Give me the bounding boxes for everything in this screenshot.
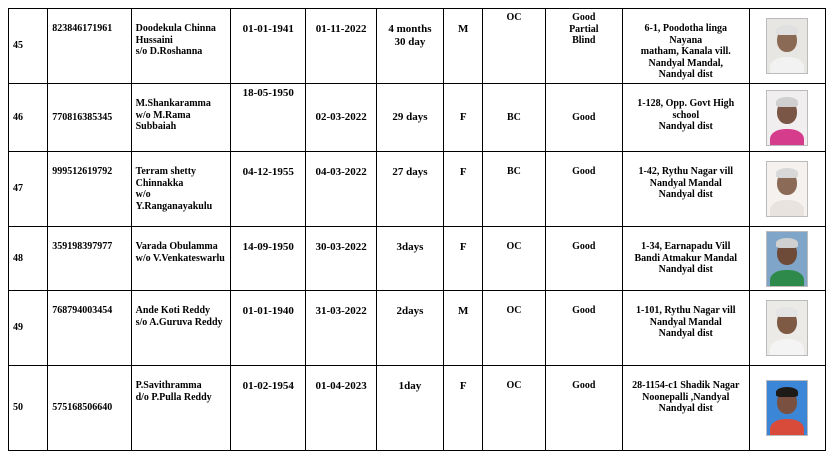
- address-cell: [622, 9, 749, 84]
- name-line: w/o V.Venkateswarlu: [135, 252, 225, 264]
- caste-line: OC: [506, 12, 522, 23]
- address-line: school: [672, 109, 700, 121]
- health-cell: [545, 291, 622, 366]
- caste-cell: [483, 227, 545, 291]
- address-line: 1-34, Earnapadu Vill: [641, 241, 731, 252]
- photo-cell: [749, 84, 825, 152]
- address-line: Nandyal Mandal: [649, 316, 722, 328]
- sno-cell: [9, 152, 48, 227]
- gender-line: F: [459, 241, 467, 253]
- dob-line: 14-09-1950: [242, 241, 294, 253]
- sno-line: 50: [13, 402, 23, 414]
- gender-line: M: [458, 305, 469, 317]
- name-cell: [131, 152, 230, 227]
- address-line: 6-1, Poodotha linga Nayana: [644, 23, 728, 46]
- aadhaar-line: 823846171961: [52, 23, 113, 34]
- address-line: 28-1154-c1 Shadik Nagar: [632, 380, 740, 391]
- date-line: 02-03-2022: [315, 111, 367, 124]
- address-cell: [622, 291, 749, 366]
- date-cell: [306, 291, 376, 366]
- duration-line: 2days: [396, 305, 424, 317]
- duration-cell: [376, 291, 443, 366]
- aadhaar-cell: [48, 227, 131, 291]
- caste-line: OC: [506, 380, 522, 391]
- name-line: Terram shetty: [135, 166, 197, 177]
- gender-line: F: [459, 380, 467, 392]
- duration-line: 29 days: [392, 111, 428, 124]
- dob-line: 01-01-1941: [242, 23, 294, 35]
- health-cell: [545, 152, 622, 227]
- date-cell: [306, 227, 376, 291]
- name-line: M.Shankaramma: [135, 98, 211, 109]
- gender-cell: [444, 84, 483, 152]
- aadhaar-line: 770816385345: [52, 111, 113, 123]
- gender-line: M: [458, 23, 469, 35]
- dob-cell: [231, 291, 306, 366]
- gender-line: F: [459, 111, 467, 124]
- address-line: Bandi Atmakur Mandal: [634, 252, 738, 264]
- address-line: 1-128, Opp. Govt High: [637, 98, 735, 109]
- name-line: s/o A.Guruva Reddy: [135, 316, 223, 328]
- caste-cell: [483, 84, 545, 152]
- gender-cell: [444, 366, 483, 451]
- sno-cell: [9, 84, 48, 152]
- name-line: w/o M.Rama: [135, 109, 191, 121]
- sno-line: 47: [13, 183, 23, 195]
- table-row: [9, 291, 826, 366]
- duration-line: 3days: [396, 241, 424, 253]
- table-row: [9, 9, 826, 84]
- name-line: w/o Y.Ranganayakulu: [135, 189, 213, 212]
- name-cell: [131, 9, 230, 84]
- sno-line: 48: [13, 252, 23, 264]
- health-line: Good: [572, 241, 596, 252]
- name-cell: [131, 227, 230, 291]
- health-line: Blind: [572, 35, 596, 46]
- name-line: Doodekula Chinna: [135, 23, 216, 34]
- elderly-man-photo: [766, 18, 808, 74]
- date-line: 31-03-2022: [315, 305, 367, 317]
- address-cell: [622, 227, 749, 291]
- name-line: d/o P.Pulla Reddy: [135, 391, 212, 403]
- caste-cell: [483, 152, 545, 227]
- dob-line: 01-01-1940: [242, 305, 294, 317]
- name-cell: [131, 84, 230, 152]
- health-line: Good: [572, 166, 596, 177]
- photo-cell: [749, 9, 825, 84]
- health-cell: [545, 366, 622, 451]
- photo-cell: [749, 227, 825, 291]
- address-cell: [622, 152, 749, 227]
- duration-cell: [376, 84, 443, 152]
- dob-line: 01-02-1954: [242, 380, 294, 392]
- address-line: Nandyal dist: [658, 189, 713, 200]
- gender-cell: [444, 227, 483, 291]
- sno-cell: [9, 9, 48, 84]
- address-line: Nandyal Mandal: [649, 177, 722, 189]
- aadhaar-cell: [48, 291, 131, 366]
- dob-line: 18-05-1950: [242, 87, 294, 99]
- address-cell: [622, 84, 749, 152]
- table-row: [9, 227, 826, 291]
- beneficiary-table: [8, 8, 826, 451]
- address-line: 1-42, Rythu Nagar vill: [638, 166, 733, 177]
- caste-cell: [483, 291, 545, 366]
- aadhaar-cell: [48, 152, 131, 227]
- dob-line: 04-12-1955: [242, 166, 294, 178]
- address-line: matham, Kanala vill.: [640, 46, 731, 57]
- health-cell: [545, 9, 622, 84]
- date-cell: [306, 9, 376, 84]
- table-row: [9, 152, 826, 227]
- name-cell: [131, 366, 230, 451]
- health-cell: [545, 227, 622, 291]
- photo-cell: [749, 291, 825, 366]
- duration-cell: [376, 227, 443, 291]
- address-line: Nandyal Mandal,: [648, 57, 723, 69]
- date-line: 01-11-2022: [315, 23, 367, 35]
- caste-line: OC: [506, 241, 522, 252]
- name-cell: [131, 291, 230, 366]
- sno-line: 45: [13, 40, 23, 52]
- duration-cell: [376, 366, 443, 451]
- elderly-woman-photo: [766, 90, 808, 146]
- caste-line: OC: [506, 305, 522, 316]
- dob-cell: [231, 227, 306, 291]
- date-cell: [306, 366, 376, 451]
- gender-cell: [444, 291, 483, 366]
- dob-cell: [231, 366, 306, 451]
- date-line: 30-03-2022: [315, 241, 367, 253]
- date-line: 01-04-2023: [315, 380, 367, 392]
- caste-line: BC: [506, 111, 521, 123]
- elderly-woman-photo: [766, 231, 808, 287]
- sno-cell: [9, 227, 48, 291]
- elderly-man-photo: [766, 300, 808, 356]
- table-row: [9, 366, 826, 451]
- woman-photo: [766, 380, 808, 436]
- address-line: Noonepalli ,Nandyal: [642, 391, 730, 403]
- name-line: Chinnakka: [135, 177, 184, 189]
- date-cell: [306, 84, 376, 152]
- elderly-woman-photo: [766, 161, 808, 217]
- dob-cell: [231, 9, 306, 84]
- gender-cell: [444, 152, 483, 227]
- address-line: Nandyal dist: [658, 264, 713, 275]
- caste-line: BC: [506, 166, 521, 177]
- sno-cell: [9, 366, 48, 451]
- health-line: Good: [572, 305, 596, 316]
- gender-cell: [444, 9, 483, 84]
- duration-line: 4 months: [388, 23, 432, 35]
- duration-line: 30 day: [394, 35, 426, 48]
- date-line: 04-03-2022: [315, 166, 367, 178]
- aadhaar-line: 768794003454: [52, 305, 113, 316]
- aadhaar-cell: [48, 9, 131, 84]
- dob-cell: [231, 84, 306, 152]
- health-line: Good: [572, 111, 596, 123]
- address-line: Nandyal dist: [658, 121, 713, 132]
- photo-cell: [749, 152, 825, 227]
- health-line: Partial: [569, 23, 599, 35]
- date-cell: [306, 152, 376, 227]
- caste-cell: [483, 366, 545, 451]
- health-cell: [545, 84, 622, 152]
- health-line: Good: [572, 380, 596, 391]
- address-cell: [622, 366, 749, 451]
- address-line: Nandyal dist: [658, 69, 713, 80]
- name-line: Ande Koti Reddy: [135, 305, 211, 316]
- aadhaar-line: 359198397977: [52, 241, 113, 252]
- address-line: Nandyal dist: [658, 403, 713, 414]
- duration-cell: [376, 9, 443, 84]
- name-line: Subbaiah: [135, 121, 177, 132]
- name-line: Hussaini: [135, 34, 173, 46]
- aadhaar-line: 575168506640: [52, 402, 113, 414]
- aadhaar-line: 999512619792: [52, 166, 113, 177]
- dob-cell: [231, 152, 306, 227]
- name-line: P.Savithramma: [135, 380, 202, 391]
- sno-cell: [9, 291, 48, 366]
- duration-cell: [376, 152, 443, 227]
- duration-line: 1day: [398, 380, 422, 392]
- aadhaar-cell: [48, 84, 131, 152]
- name-line: Varada Obulamma: [135, 241, 218, 252]
- sno-line: 46: [13, 111, 23, 123]
- caste-cell: [483, 9, 545, 84]
- health-line: Good: [572, 12, 596, 23]
- duration-line: 27 days: [392, 166, 428, 178]
- gender-line: F: [459, 166, 467, 178]
- sno-line: 49: [13, 322, 23, 334]
- table-row: [9, 84, 826, 152]
- aadhaar-cell: [48, 366, 131, 451]
- photo-cell: [749, 366, 825, 451]
- address-line: Nandyal dist: [658, 328, 713, 339]
- address-line: 1-101, Rythu Nagar vill: [636, 305, 736, 316]
- name-line: s/o D.Roshanna: [135, 46, 203, 57]
